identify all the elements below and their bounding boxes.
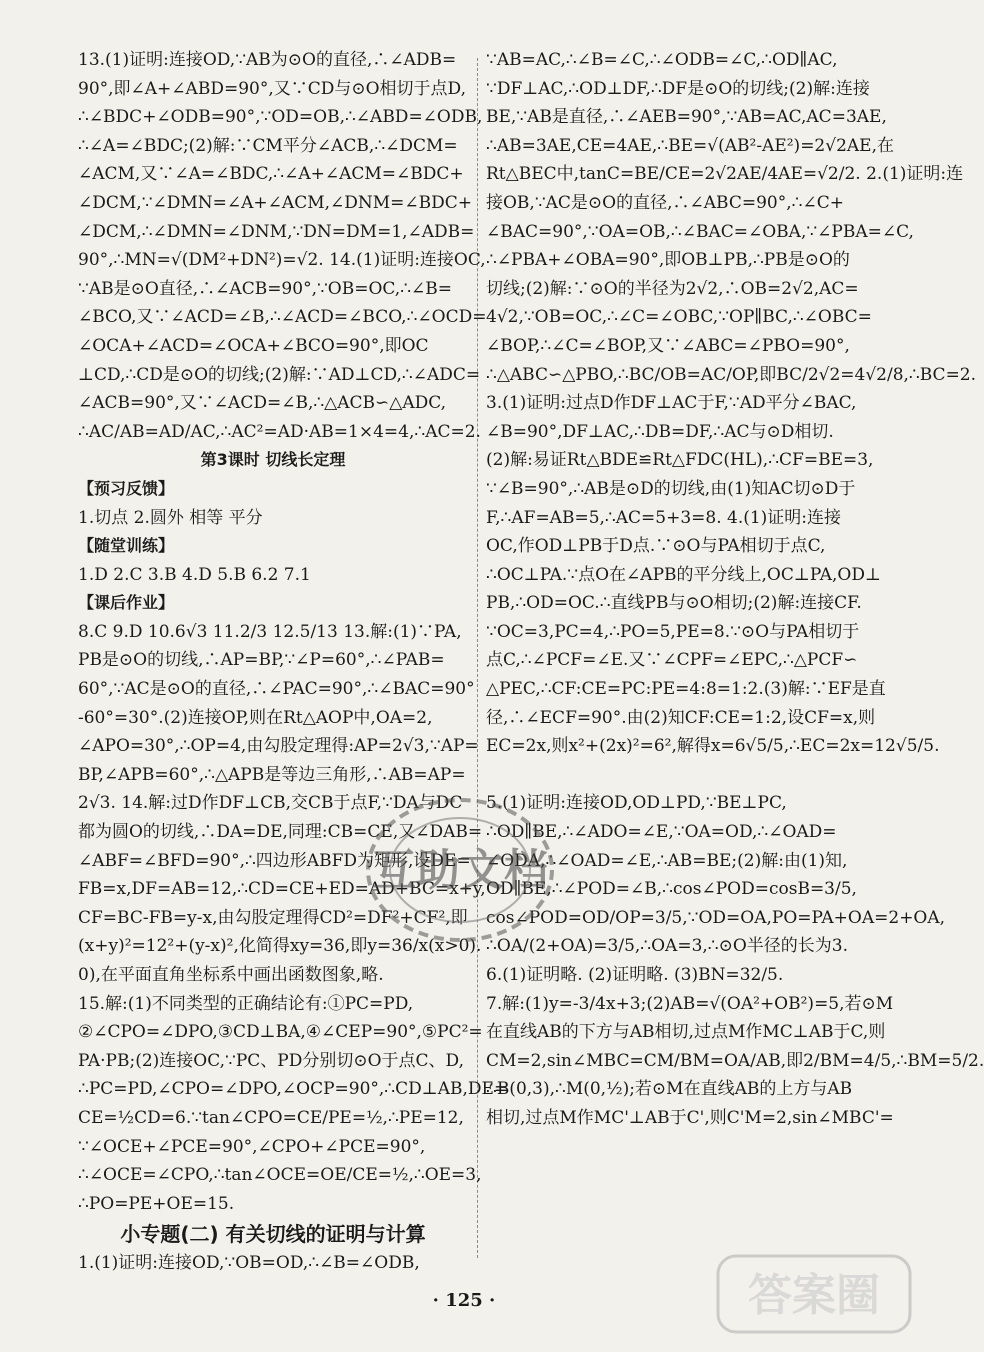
answer-line: PB,∴OD=OC.∴直线PB与⊙O相切;(2)解:连接CF. [486, 593, 862, 614]
answer-line: 90°,∴MN=√(DM²+DN²)=√2. 14.(1)证明:连接OC, [78, 250, 486, 271]
answer-line: 径,∴∠ECF=90°.由(2)知CF:CE=1:2,设CF=x,则 [486, 707, 876, 728]
corner-logo-text: 答案圈 [748, 1270, 880, 1321]
preview-label: 【预习反馈】 [78, 478, 175, 498]
answer-line: 90°,即∠A+∠ABD=90°,又∵CD与⊙O相切于点D, [78, 78, 466, 99]
answer-line: ∠B=90°,DF⊥AC,∴DB=DF,∴AC与⊙D相切. [486, 421, 834, 442]
answer-line: ∴∠OCE=∠CPO,∴tan∠OCE=OE/CE=½,∴OE=3, [78, 1165, 482, 1186]
answer-line: 0),在平面直角坐标系中画出函数图象,略. [78, 965, 384, 985]
answer-line: 15.解:(1)不同类型的正确结论有:①PC=PD, [78, 993, 414, 1014]
right-column [486, 46, 984, 1133]
answer-line: ∠BAC=90°,∵OA=OB,∴∠BAC=∠OBA,∵∠PBA=∠C, [486, 221, 914, 242]
answer-line: 在直线AB的下方与AB相切,过点M作MC⊥AB于C,则 [486, 1022, 886, 1043]
answer-line: F,∴AF=AB=5,∴AC=5+3=8. 4.(1)证明:连接 [486, 507, 842, 528]
answer-line: 1.(1)证明:连接OD,∵OB=OD,∴∠B=∠ODB, [78, 1252, 420, 1273]
watermark-text: 互助文档 [372, 845, 548, 896]
answer-line: ∴△ABC∽△PBO,∴BC/OB=AC/OP,即BC/2√2=4√2/8,∴BC=2. [486, 364, 977, 385]
answer-line: ∠ACB=90°,又∵∠ACD=∠B,∴△ACB∽△ADC, [78, 393, 447, 414]
topic-heading: 小专题(二) 有关切线的证明与计算 [120, 1222, 426, 1247]
answer-line: ∠BOP,∴∠C=∠BOP,又∵∠ABC=∠PBO=90°, [486, 335, 850, 356]
answer-line: 60°,∵AC是⊙O的直径,∴∠PAC=90°,∴∠BAC=90° [78, 679, 475, 700]
answer-line: ∵∠B=90°,∴AB是⊙D的切线,由(1)知AC切⊙D于 [486, 478, 856, 499]
lesson-title: 第3课时 切线长定理 [200, 450, 346, 470]
answer-line: -60°=30°.(2)连接OP,则在Rt△AOP中,OA=2, [78, 707, 433, 728]
classroom-answers: 1.D 2.C 3.B 4.D 5.B 6.2 7.1 [78, 564, 311, 585]
answer-line: BP,∠APB=60°,∴△APB是等边三角形,∴AB=AP= [78, 764, 466, 785]
answer-line: 4√2,∵OB=OC,∴∠C=∠OBC,∵OP∥BC,∴∠OBC= [486, 307, 872, 328]
answer-line: ∴OA/(2+OA)=3/5,∴OA=3,∴⊙O半径的长为3. [486, 936, 849, 957]
answer-line: ∠BCO,又∵∠ACD=∠B,∴∠ACD=∠BCO,∴∠OCD= [78, 307, 487, 328]
answer-line: ∴∠A=∠BDC;(2)解:∵CM平分∠ACB,∴∠DCM= [78, 135, 458, 156]
column-divider [477, 58, 478, 1258]
answer-line: FB=x,DF=AB=12,∴CD=CE+ED=AD+BC=x+y, [78, 879, 486, 900]
answer-line: ∵DF⊥AC,∴OD⊥DF,∴DF是⊙O的切线;(2)解:连接 [486, 78, 870, 99]
answer-line: ∴OC⊥PA.∵点O在∠APB的平分线上,OC⊥PA,OD⊥ [486, 564, 881, 585]
answer-line: ∵OC=3,PC=4,∴PO=5,PE=8.∵⊙O与PA相切于 [486, 621, 860, 642]
answer-line: 都为圆O的切线,∴DA=DE,同理:CB=CE,又∠DAB= [78, 822, 483, 843]
answer-line: △PEC,∴CF:CE=PC:PE=4:8=1:2.(3)解:∵EF是直 [486, 679, 886, 700]
right-answer-block [486, 46, 984, 1133]
answer-line: CF=BC-FB=y-x,由勾股定理得CD²=DF²+CF²,即 [78, 907, 468, 928]
answer-line: ∠OCA+∠ACD=∠OCA+∠BCO=90°,即OC [78, 335, 429, 356]
answer-line: cos∠POD=OD/OP=3/5,∵OD=OA,PO=PA+OA=2+OA, [486, 907, 946, 928]
page-number: · 125 · [432, 1290, 496, 1311]
homework-label: 【课后作业】 [78, 593, 175, 613]
answer-line: EC=2x,则x²+(2x)²=6²,解得x=6√5/5,∴EC=2x=12√5/5. [486, 736, 940, 757]
answer-line: ∠ACM,又∵∠A=∠BDC,∴∠A+∠ACM=∠BDC+ [78, 164, 464, 185]
watermark-seal [360, 790, 560, 950]
answer-line: ②∠CPO=∠DPO,③CD⊥BA,④∠CEP=90°,⑤PC²= [78, 1022, 483, 1043]
answer-line: 2√3. 14.解:过D作DF⊥CB,交CB于点F,∵DA与DC [78, 793, 463, 814]
answer-line: CE=½CD=6.∵tan∠CPO=CE/PE=½,∴PE=12, [78, 1107, 464, 1128]
answer-line: ∠APO=30°,∴OP=4,由勾股定理得:AP=2√3,∵AP= [78, 736, 479, 757]
answer-line: 3.(1)证明:过点D作DF⊥AC于F,∵AD平分∠BAC, [486, 393, 857, 414]
answer-line: ∴AC/AB=AD/AC,∴AC²=AD·AB=1×4=4,∴AC=2. [78, 421, 481, 442]
answer-line: 13.(1)证明:连接OD,∵AB为⊙O的直径,∴∠ADB= [78, 50, 457, 70]
answer-line: ∴B(0,3),∴M(0,½);若⊙M在直线AB的上方与AB [486, 1079, 853, 1100]
answer-line: ∴∠PBA+∠OBA=90°,即OB⊥PB,∴PB是⊙O的 [486, 250, 850, 271]
answer-line: (x+y)²=12²+(y-x)²,化简得xy=36,即y=36/x(x>0). [78, 936, 482, 957]
answer-line: 8.C 9.D 10.6√3 11.2/3 12.5/13 13.解:(1)∵PA, [78, 621, 462, 642]
answer-line: OD∥BE,∴∠POD=∠B,∴cos∠POD=cosB=3/5, [486, 879, 857, 900]
answer-line: PA·PB;(2)连接OC,∵PC、PD分别切⊙O于点C、D, [78, 1050, 464, 1071]
classroom-label: 【随堂训练】 [78, 536, 175, 556]
answer-line: 接OB,∵AC是⊙O的直径,∴∠ABC=90°,∴∠C+ [486, 192, 844, 213]
preview-answers: 1.切点 2.圆外 相等 平分 [78, 507, 263, 528]
answer-line: ∴PC=PD,∠CPO=∠DPO,∠OCP=90°,∴CD⊥AB,DE= [78, 1079, 509, 1100]
answer-line: ⊥CD,∴CD是⊙O的切线;(2)解:∵AD⊥CD,∴∠ADC= [78, 364, 481, 385]
answer-line: PB是⊙O的切线,∴AP=BP,∵∠P=60°,∴∠PAB= [78, 650, 445, 671]
answer-line: Rt△BEC中,tanC=BE/CE=2√2AE/4AE=√2/2. 2.(1)证明:连 [486, 164, 964, 185]
answer-line: ∠ODA,∴∠OAD=∠E,∴AB=BE;(2)解:由(1)知, [486, 850, 848, 871]
answer-line: 相切,过点M作MC'⊥AB于C',则C'M=2,sin∠MBC'= [486, 1107, 894, 1128]
answer-line: ∠ABF=∠BFD=90°,∴四边形ABFD为矩形,设DE= [78, 850, 471, 871]
answer-line: ∴PO=PE+OE=15. [78, 1193, 235, 1214]
answer-line: ∵AB=AC,∴∠B=∠C,∴∠ODB=∠C,∴OD∥AC, [486, 50, 838, 70]
answer-line: 7.解:(1)y=-3/4x+3;(2)AB=√(OA²+OB²)=5,若⊙M [486, 993, 894, 1014]
answer-line: ∴OD∥BE,∴∠ADO=∠E,∵OA=OD,∴∠OAD= [486, 822, 837, 843]
answer-line: 5.(1)证明:连接OD,OD⊥PD,∵BE⊥PC, [486, 793, 787, 814]
answer-line: OC,作OD⊥PB于D点.∵⊙O与PA相切于点C, [486, 536, 826, 557]
answer-line: ∠DCM,∵∠DMN=∠A+∠ACM,∠DNM=∠BDC+ [78, 192, 473, 213]
answer-line: 切线;(2)解:∵⊙O的半径为2√2,∴OB=2√2,AC= [486, 278, 859, 299]
left-column [78, 46, 509, 1278]
answer-line: ∵∠OCE+∠PCE=90°,∠CPO+∠PCE=90°, [78, 1136, 426, 1157]
answer-line: CM=2,sin∠MBC=CM/BM=OA/AB,即2/BM=4/5,∴BM=5/2. [486, 1050, 984, 1071]
answer-line: ∠DCM,∴∠DMN=∠DNM,∵DN=DM=1,∠ADB= [78, 221, 475, 242]
answer-line: 点C,∴∠PCF=∠E.又∵∠CPF=∠EPC,∴△PCF∽ [486, 650, 858, 671]
answer-line [486, 761, 878, 790]
answer-line: ∴AB=3AE,CE=4AE,∴BE=√(AB²-AE²)=2√2AE,在 [486, 135, 894, 156]
answer-line: ∵AB是⊙O直径,∴∠ACB=90°,∵OB=OC,∴∠B= [78, 278, 452, 299]
left-answer-block [78, 46, 487, 446]
answer-line: 6.(1)证明略. (2)证明略. (3)BN=32/5. [486, 965, 784, 985]
answer-line: ∴∠BDC+∠ODB=90°,∵OD=OB,∴∠ABD=∠ODB, [78, 107, 483, 128]
topic-answer-block [78, 1249, 468, 1278]
answer-line: (2)解:易证Rt△BDE≌Rt△FDC(HL),∴CF=BE=3, [486, 450, 874, 471]
answer-line: BE,∵AB是直径,∴∠AEB=90°,∵AB=AC,AC=3AE, [486, 107, 887, 128]
